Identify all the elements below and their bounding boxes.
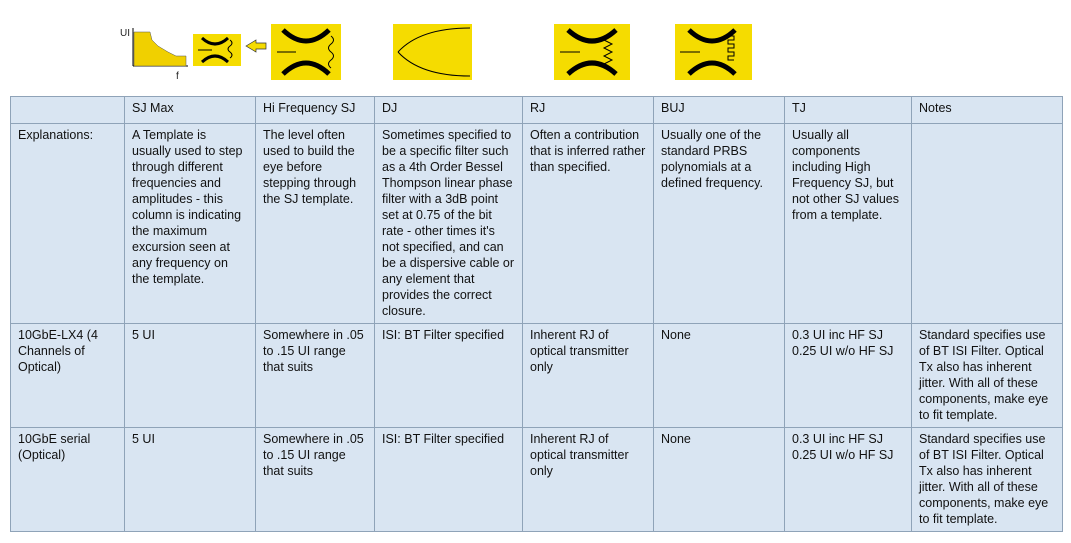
dj-filter-curve-icon	[393, 24, 472, 80]
table-cell: Often a contribution that is inferred rather than specified.	[523, 124, 654, 324]
header-notes: Notes	[912, 97, 1063, 124]
table-cell: 5 UI	[125, 324, 256, 428]
template-f-label: f	[176, 71, 179, 82]
table-cell: Standard specifies use of BT ISI Filter. Optical Tx also has inherent jitter. With all of these components, make eye to fit template.	[912, 428, 1063, 532]
table-cell	[912, 124, 1063, 324]
sj-template-icon	[120, 28, 188, 82]
table-cell: Somewhere in .05 to .15 UI range that suits	[256, 324, 375, 428]
table-cell: 5 UI	[125, 428, 256, 532]
table-cell: None	[654, 428, 785, 532]
header-tj: TJ	[785, 97, 912, 124]
row-label: 10GbE-LX4 (4 Channels of Optical)	[11, 324, 125, 428]
table-cell: Usually all components including High Frequency SJ, but not other SJ values from a template.	[785, 124, 912, 324]
table-cell: 0.3 UI inc HF SJ 0.25 UI w/o HF SJ	[785, 428, 912, 532]
row-label: 10GbE serial (Optical)	[11, 428, 125, 532]
header-hi-frequency-sj: Hi Frequency SJ	[256, 97, 375, 124]
table-cell: Standard specifies use of BT ISI Filter. Optical Tx also has inherent jitter. With all of these components, make eye to fit template.	[912, 324, 1063, 428]
table-cell: ISI: BT Filter specified	[375, 428, 523, 532]
table-cell: A Template is usually used to step through different frequencies and amplitudes - this column is indicating the maximum excursion seen at any frequency on the template.	[125, 124, 256, 324]
header-empty	[11, 97, 125, 124]
header-buj: BUJ	[654, 97, 785, 124]
table-cell: Inherent RJ of optical transmitter only	[523, 428, 654, 532]
table-cell: The level often used to build the eye before stepping through the SJ template.	[256, 124, 375, 324]
header-dj: DJ	[375, 97, 523, 124]
table-cell: ISI: BT Filter specified	[375, 324, 523, 428]
header-rj: RJ	[523, 97, 654, 124]
small-sj-eye-icon	[193, 34, 241, 66]
table-row	[11, 428, 1063, 532]
rj-eye-icon	[554, 24, 630, 80]
table-cell: None	[654, 324, 785, 428]
table-header-row	[11, 97, 1063, 124]
icon-strip-svg	[0, 0, 1071, 92]
jitter-icon-strip	[0, 0, 1071, 92]
jitter-specification-table	[10, 96, 1063, 532]
table-cell: Inherent RJ of optical transmitter only	[523, 324, 654, 428]
buj-eye-icon	[675, 24, 752, 80]
table-cell: Sometimes specified to be a specific filter such as a 4th Order Bessel Thompson linear phase filter with a 3dB point set at 0.75 of the bit rate - other times it's not specified, and can be a dispersive cable or any element that provides the correct closure.	[375, 124, 523, 324]
row-label: Explanations:	[11, 124, 125, 324]
table-row	[11, 124, 1063, 324]
table-cell: Somewhere in .05 to .15 UI range that suits	[256, 428, 375, 532]
left-arrow-icon	[246, 40, 266, 52]
header-sj-max: SJ Max	[125, 97, 256, 124]
table-cell: Usually one of the standard PRBS polynomials at a defined frequency.	[654, 124, 785, 324]
hi-frequency-sj-eye-icon	[271, 24, 341, 80]
table-cell: 0.3 UI inc HF SJ 0.25 UI w/o HF SJ	[785, 324, 912, 428]
table-row	[11, 324, 1063, 428]
template-ui-label: UI	[120, 28, 130, 39]
